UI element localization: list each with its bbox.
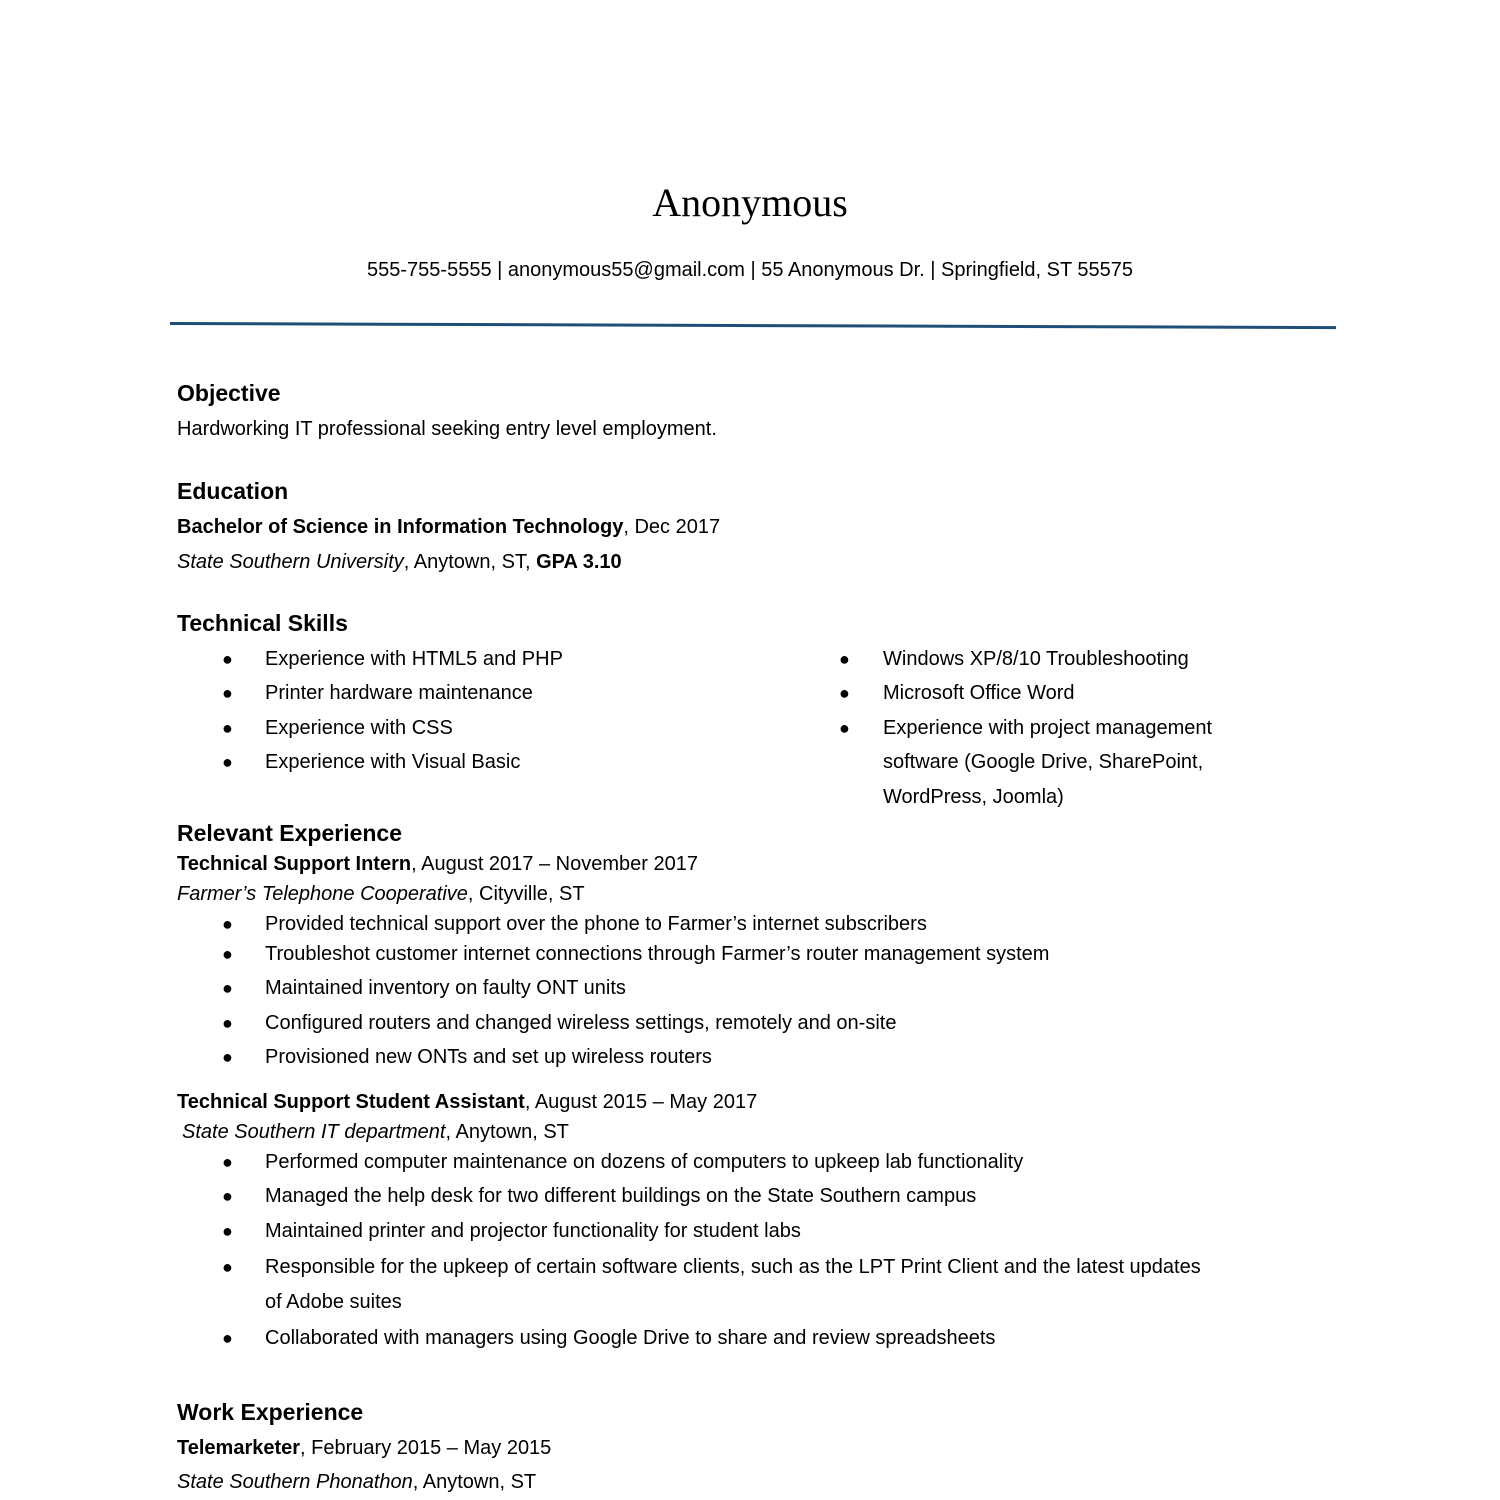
job-title: Technical Support Intern xyxy=(177,853,412,875)
job-org: Farmer’s Telephone Cooperative xyxy=(177,883,468,905)
work-heading: Work Experience xyxy=(177,1399,364,1425)
skill-item: software (Google Drive, SharePoint, xyxy=(883,751,1204,773)
resume-name: Anonymous xyxy=(652,180,848,225)
job-location: , Anytown, ST xyxy=(445,1121,569,1143)
degree: Bachelor of Science in Information Technology xyxy=(177,516,624,538)
bullet-icon: ● xyxy=(839,718,850,738)
skill-item: Microsoft Office Word xyxy=(883,682,1075,704)
bullet-icon: ● xyxy=(222,1221,233,1241)
contact-line: 555-755-5555 | anonymous55@gmail.com | 55 Anonymous Dr. | Springfield, ST 55575 xyxy=(367,259,1133,281)
job-bullet: Configured routers and changed wireless settings, remotely and on-site xyxy=(265,1012,897,1034)
bullet-icon: ● xyxy=(222,1152,233,1172)
objective-heading: Objective xyxy=(177,380,281,406)
bullet-icon: ● xyxy=(222,718,233,738)
job-bullet: Maintained inventory on faulty ONT units xyxy=(265,977,626,999)
bullet-icon: ● xyxy=(222,649,233,669)
job-bullet: Provisioned new ONTs and set up wireless routers xyxy=(265,1046,712,1068)
job-title-line xyxy=(177,851,698,877)
skill-item: Experience with HTML5 and PHP xyxy=(265,648,563,670)
school-location: , Anytown, ST, xyxy=(403,551,537,573)
bullet-icon: ● xyxy=(222,752,233,772)
bullet-icon: ● xyxy=(222,1186,233,1206)
bullet-icon: ● xyxy=(222,1013,233,1033)
work-title: Telemarketer xyxy=(177,1437,301,1459)
bullet-icon: ● xyxy=(222,914,233,934)
skill-item: Printer hardware maintenance xyxy=(265,682,533,704)
skill-item: WordPress, Joomla) xyxy=(883,786,1064,808)
work-org: State Southern Phonathon xyxy=(177,1471,413,1493)
gpa: GPA 3.10 xyxy=(536,551,622,573)
job-location: , Cityville, ST xyxy=(467,883,585,905)
bullet-icon: ● xyxy=(839,649,850,669)
job-bullet: Troubleshot customer internet connections through Farmer’s router management system xyxy=(265,943,1050,965)
school-line xyxy=(177,549,622,575)
job-bullet: Performed computer maintenance on dozens of computers to upkeep lab functionality xyxy=(265,1151,1024,1173)
work-org-line xyxy=(177,1469,536,1495)
work-title-line xyxy=(177,1435,551,1461)
job-bullet: Provided technical support over the phone to Farmer’s internet subscribers xyxy=(265,913,927,935)
bullet-icon: ● xyxy=(222,1328,233,1348)
job-bullet: Collaborated with managers using Google Drive to share and review spreadsheets xyxy=(265,1327,996,1349)
school: State Southern University xyxy=(177,551,404,573)
work-dates: , February 2015 – May 2015 xyxy=(300,1437,552,1459)
education-heading: Education xyxy=(177,478,289,504)
skills-heading: Technical Skills xyxy=(177,610,348,636)
skill-item: Experience with project management xyxy=(883,717,1213,739)
job-org-line xyxy=(177,881,585,907)
bullet-icon: ● xyxy=(222,683,233,703)
bullet-icon: ● xyxy=(222,1257,233,1277)
skill-item: Windows XP/8/10 Troubleshooting xyxy=(883,648,1189,670)
skill-item: Experience with Visual Basic xyxy=(265,751,521,773)
job-org-line xyxy=(182,1119,569,1145)
header-divider xyxy=(170,322,1336,329)
work-location: , Anytown, ST xyxy=(412,1471,537,1493)
job-dates: , August 2015 – May 2017 xyxy=(524,1091,758,1113)
degree-date: , Dec 2017 xyxy=(623,516,721,538)
bullet-icon: ● xyxy=(222,1047,233,1067)
job-title: Technical Support Student Assistant xyxy=(177,1091,525,1113)
job-title-line xyxy=(177,1089,757,1115)
job-bullet: Maintained printer and projector functionality for student labs xyxy=(265,1220,801,1242)
relevant-heading: Relevant Experience xyxy=(177,820,403,846)
degree-line xyxy=(177,514,720,540)
job-bullet: Responsible for the upkeep of certain software clients, such as the LPT Print Client and the latest updates xyxy=(265,1256,1201,1278)
job-bullet: Managed the help desk for two different buildings on the State Southern campus xyxy=(265,1185,977,1207)
bullet-icon: ● xyxy=(839,683,850,703)
bullet-icon: ● xyxy=(222,944,233,964)
job-bullet: of Adobe suites xyxy=(265,1291,402,1313)
bullet-icon: ● xyxy=(222,978,233,998)
job-org: State Southern IT department xyxy=(182,1121,446,1143)
job-dates: , August 2017 – November 2017 xyxy=(411,853,698,875)
skill-item: Experience with CSS xyxy=(265,717,453,739)
objective-text: Hardworking IT professional seeking entry level employment. xyxy=(177,418,717,440)
